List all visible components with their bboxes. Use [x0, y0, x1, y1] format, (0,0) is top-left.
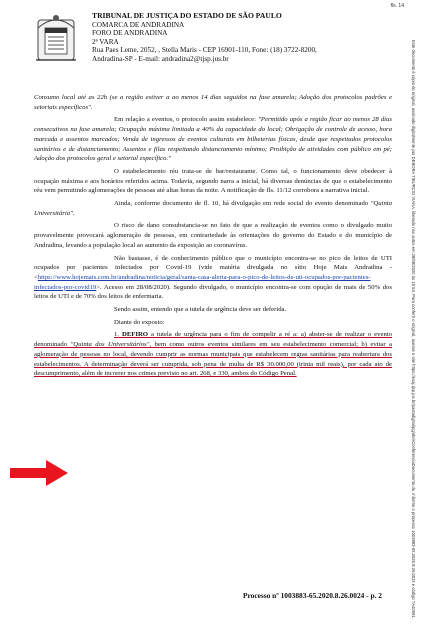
document-header: [32, 10, 392, 82]
paragraph-consumption: Consumo local até as 22h (se a região estiver a ao menos 14 dias seguidos na fase amarela; Adoção dos protocolos padrões e setoriais específicos".: [34, 94, 392, 111]
court-seal-icon: [32, 10, 80, 66]
news-link[interactable]: https://www.hojemais.com.br/andradina/noticia/geral/santa-casa-alerta-para-o-pico-de-leitos-de-uti-ocupados-por-pacientes-infectados-por-covid19: [34, 273, 371, 291]
ruling-event-name: "Quinta dos Universitários": [70, 341, 150, 349]
paragraph-establishment: O estabelecimento réu trata-se de bar/restaurante. Como tal, o funcionamento deve obedecer à ocupação máxima e aos horários referidos acima. Todavia, segundo narra a inicial, há diversas denúncias de que o estabelecimento réu vem permitindo aglomerações de pessoas até altas horas da noite. A notificação de fls. 11/12 corrobora a narrativa inicial.: [34, 167, 392, 195]
paragraph-events-protocol: Em relação a eventos, o protocolo assim estabelece: "Permitido após a região ficar ao menos 28 dias consecutivos na fase amarela; Ocupação máxima limitada a 40% da capacidade do local; Obrigação de controle de acesso, hora marcada e assentos marcados; Venda de ingressos de eventos culturais em bilheterias físicas, desde que respeitados protocolos sanitários e de distanciamento; Assentos e filas respeitando distanciamento mínimo; Proibição de atividades com público em pé; Adoção dos protocolos geral e setorial específico.": [34, 116, 392, 163]
paragraph-icu: Não bastasse, é de conhecimento público que o município encontra-se no pico de leitos de UTI ocupados por pacientes infectados por Covid-19 (vide matéria divulgada no sítio Hoje Mais Andradina - <https://www.hojemais.com.br/andradina/noticia/geral/santa-casa-alerta-para-o-pico-de-leitos-de-uti-ocupados-por-pacientes-infectados-por-covid19>. Acesso em 28/08/2020). Segundo divulgado, o município encontra-se com opução de mais de 50% dos leitos de UTI e de 70% dos leitos de enfermaria.: [34, 254, 392, 301]
court-name: TRIBUNAL DE JUSTIÇA DO ESTADO DE SÃO PAULO: [92, 11, 282, 20]
header-text: [92, 12, 392, 64]
court-address: Rua Paes Leme, 2052, , Stella Maris - CEP 16901-110, Fone: (18) 3722-8200,: [92, 46, 317, 55]
forum-name: FORO DE ANDRADINA: [92, 29, 168, 38]
decision-body: [34, 93, 392, 382]
paragraph-social-media: Ainda, conforme documento de fl. 10, há divulgação em rede social do evento denominado "Quinta Universitária".: [34, 200, 392, 217]
paragraph-ruling: 1. DEFIRO a tutela de urgência para o fim de compelir a ré a: a) abster-se de realizar o evento denominado "Quinta dos Universitários", bem como outros eventos similares em seu estabelecimento comercial; b) evitar a aglomeração de pessoas no local, devendo cumprir as normas municipais que estabelecem regras sanitárias para reabertura dos estabelecimentos. A determinação deverá ser cumprida, sob pena de multa de R$ 30.000,00 (trinta mil reais), por cada ato de descumprimento, além de incorrer nos crimes previsto no art. 268, e 330, ambos do Código Penal.: [34, 331, 393, 378]
court-contact: Andradina-SP - E-mail: andradina2@tjsp.jus.br: [92, 54, 229, 63]
paragraph-conclusion: Sendo assim, entendo que a tutela de urgência deve ser deferida.: [114, 306, 287, 314]
vara-name: 2ª VARA: [92, 37, 119, 46]
district-name: COMARCA DE ANDRADINA: [92, 20, 185, 29]
paragraph-exposed: Diante do exposto:: [114, 318, 165, 326]
digital-signature-note: Este documento é cópia do original, assinado digitalmente por DEBORA TIBURCIO VIANA, liberado nos autos em 28/08/2020 às 15:53. Para conferir o original, acesse o site https://esaj.tjsp.jus.br/pastadigital/pg/abrirConferenciaDocumento.do, informe o processo 1003883-65.2020.8.26.0024 e código 7A40591.: [411, 40, 416, 619]
protocol-quote: "Permitido após a região ficar ao menos 28 dias consecutivos na fase amarela; Ocupação máxima limitada a 40% da capacidade do local; Obrigação de controle de acesso, hora marcada e assentos marcados; Venda de ingressos de eventos culturais em bilheterias físicas, desde que respeitados protocolos sanitários e de distanciamento; Assentos e filas respeitando distanciamento mínimo; Proibição de atividades com público em pé; Adoção dos protocolos geral e setorial específico.": [34, 116, 392, 163]
ruling-keyword: DEFIRO: [121, 331, 148, 339]
process-number: Processo nº 1003883-65.2020.8.26.0024 - p. 2: [242, 591, 382, 600]
paragraph-risk: O risco de dano consubstancia-se no fato de que a realização de eventos como o divulgado muito provavelmente provocará aglomeração de pessoas, em contrariedade às orientações do governo do Estado e do município de Andradina, levando a população local ao aumento da exposição ao coronavírus.: [34, 222, 392, 249]
page-number: fls. 14: [390, 3, 404, 9]
event-name: "Quinta Universitária".: [34, 200, 392, 217]
red-arrow-icon: [8, 458, 70, 488]
